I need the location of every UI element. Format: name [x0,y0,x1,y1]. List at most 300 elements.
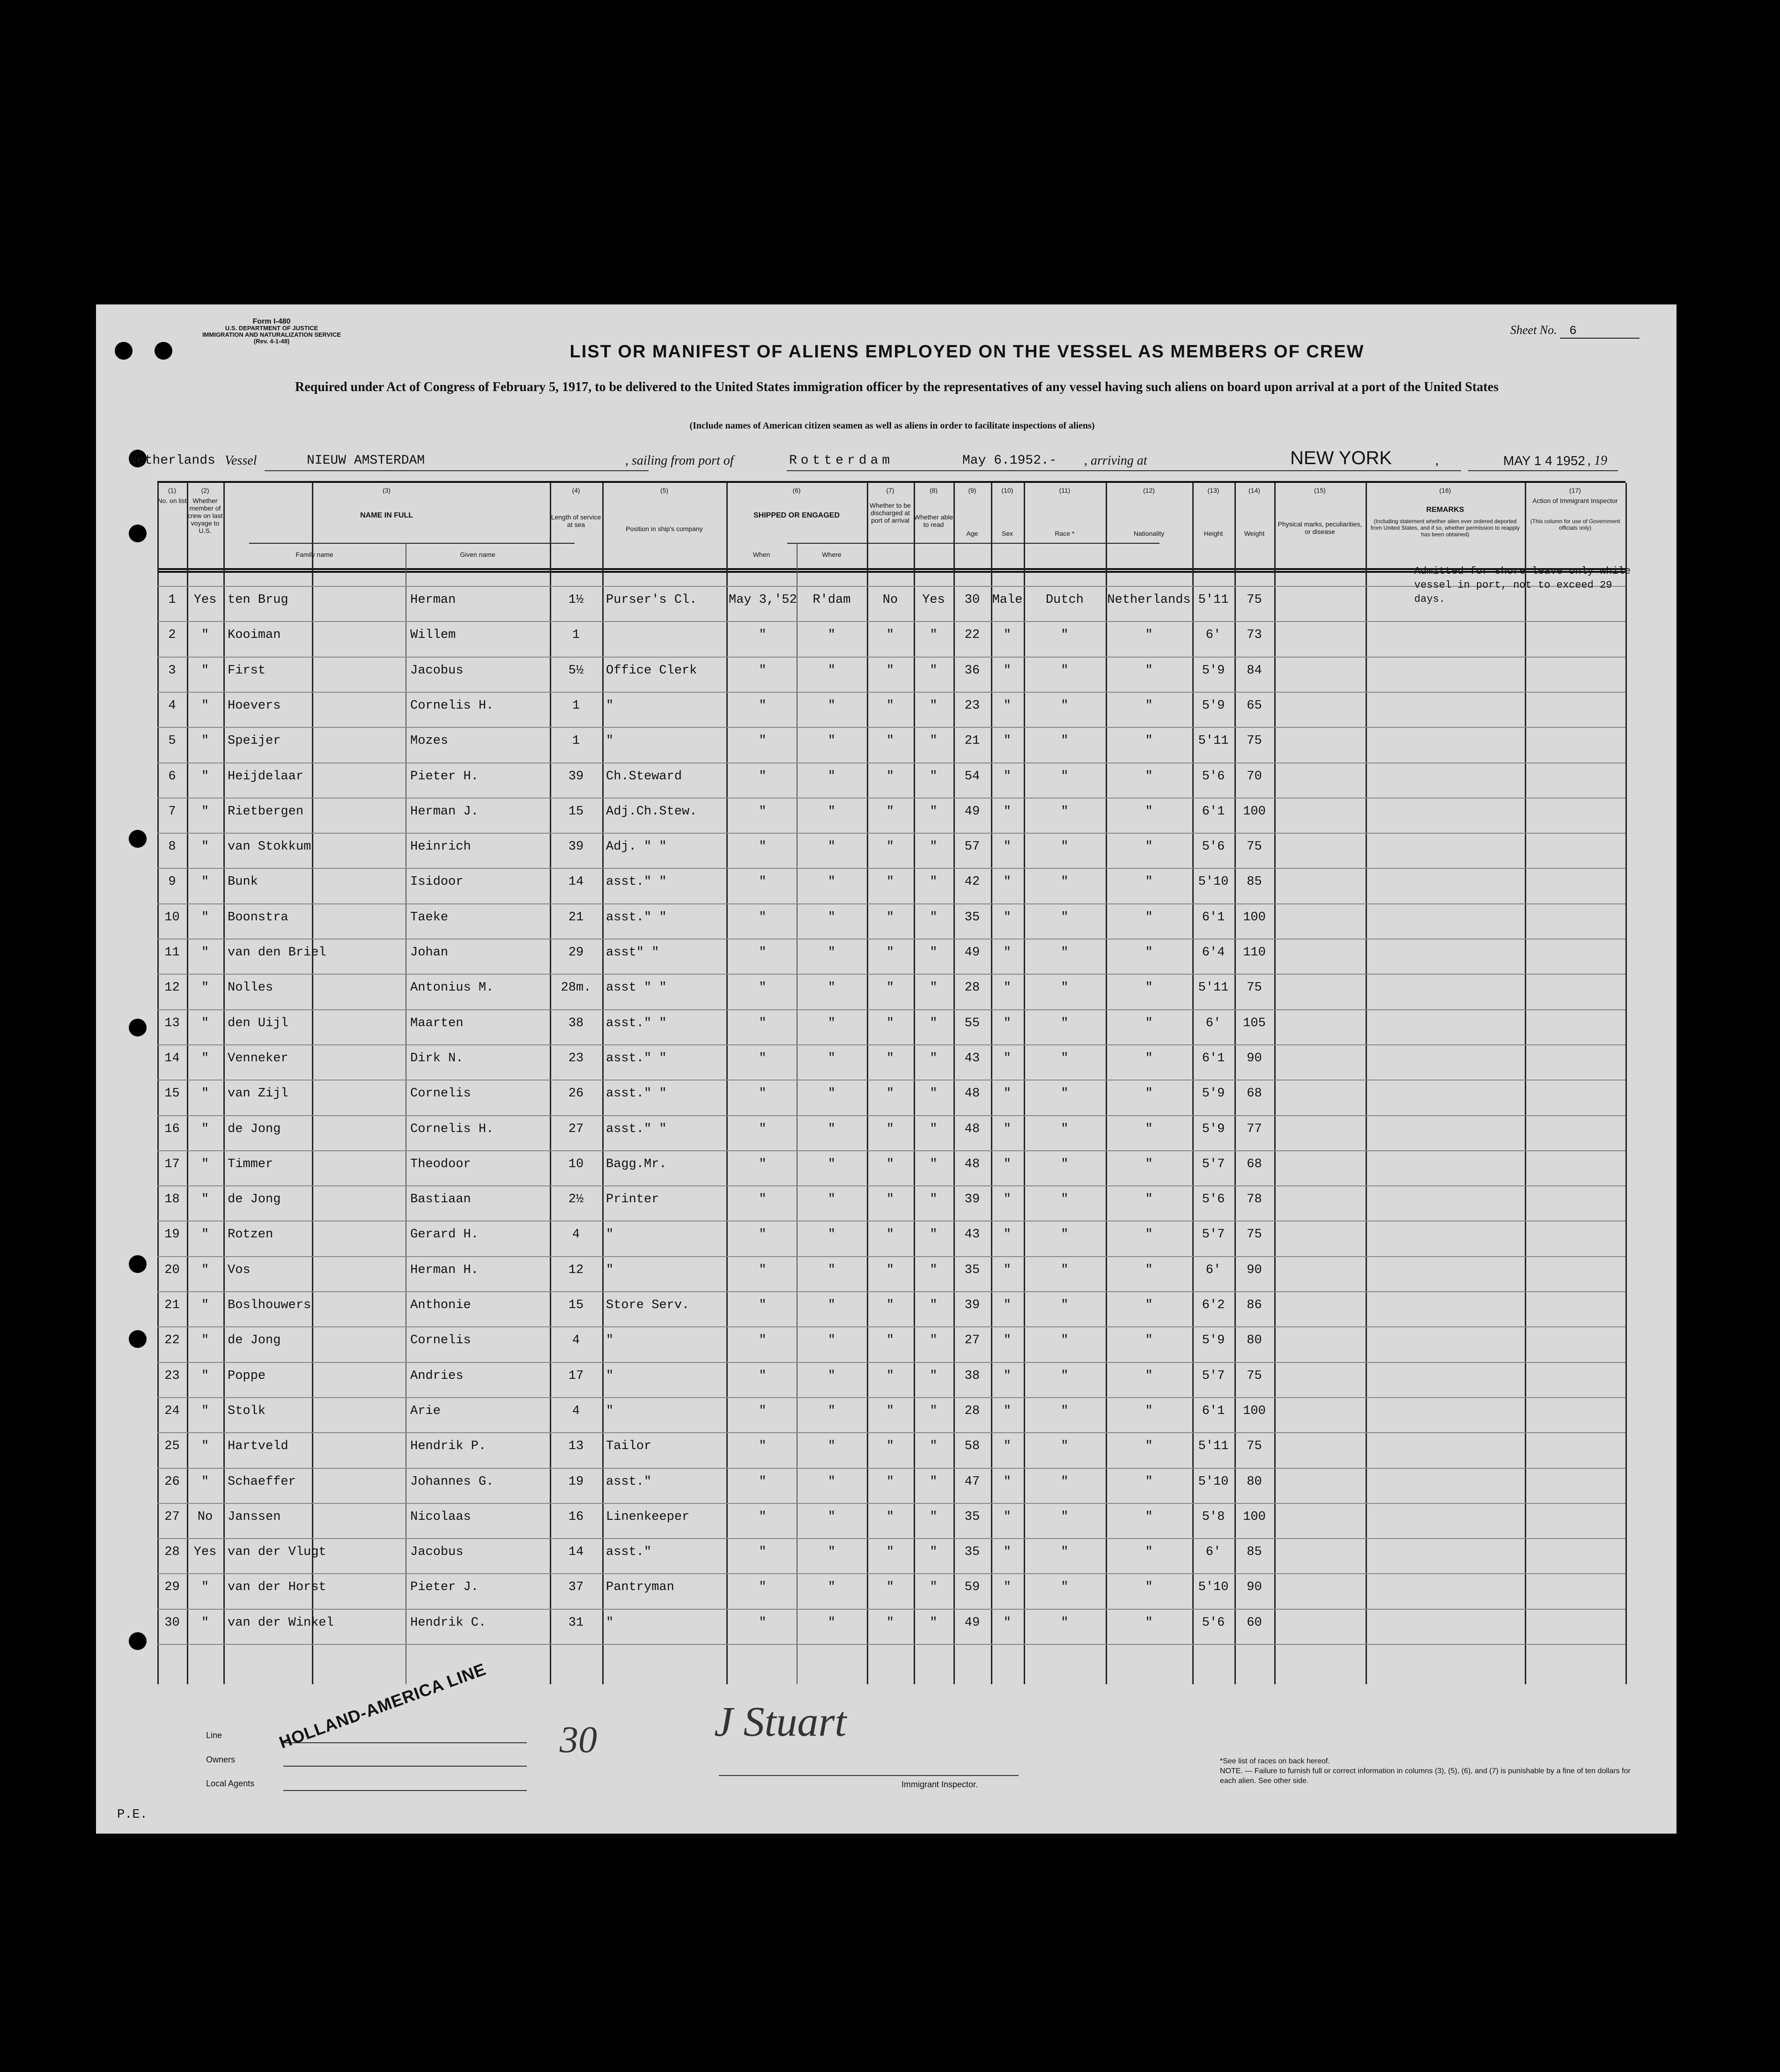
cell-no: 7 [168,804,176,819]
cell-height: 6'2 [1202,1298,1225,1312]
cell-age: 27 [964,1333,980,1348]
cell-no: 12 [164,981,180,995]
cell-race: " [1061,1087,1069,1101]
cell-read: " [930,1122,938,1136]
vessel-nationality: Netherlands [129,453,215,468]
legal-notice: Required under Act of Congress of February 5, 1917, to be delivered to the United States immigration officer by the representatives of any vessel having such aliens on board upon arrival at a port of the United States [295,380,1499,394]
manifest-page [96,304,1677,1834]
cell-given: Cornelis H. [410,1122,494,1136]
cell-age: 55 [964,1016,980,1030]
cell-no: 14 [164,1051,180,1066]
cell-where: " [827,1333,836,1348]
cell-no: 30 [164,1615,180,1630]
cell-where: " [827,1087,836,1101]
cell-family: Boslhouwers [228,1298,311,1312]
cell-height: 5'8 [1202,1510,1225,1524]
header-family-name: Family name [295,551,333,558]
cell-height: 6'1 [1202,804,1225,819]
cell-family: First [228,663,266,678]
cell-age: 57 [964,840,980,854]
cell-nat: " [1145,981,1153,995]
cell-nat: " [1145,840,1153,854]
cell-position: asst" " [606,946,659,960]
cell-crew: Yes [193,593,217,607]
cell-position: asst." " [606,1051,667,1066]
punch-hole [129,830,147,848]
cell-family: de Jong [228,1333,281,1348]
cell-given: Pieter J. [410,1580,479,1595]
cell-sex: " [1003,946,1012,960]
cell-given: Mozes [410,734,449,748]
footer-line-label: Line [206,1731,222,1740]
cell-nat: " [1145,1192,1153,1207]
header-when: When [753,551,770,558]
cell-sex: " [1003,628,1012,643]
cell-no: 20 [164,1263,180,1277]
cell-where: " [827,769,836,784]
cell-age: 38 [964,1369,980,1383]
cell-when: " [759,1580,767,1595]
cell-given: Dirk N. [410,1051,464,1066]
cell-where: " [827,1615,836,1630]
cell-sex: Male [992,593,1023,607]
cell-no: 4 [168,698,176,713]
cell-when: " [759,663,767,678]
cell-nat: " [1145,769,1153,784]
cell-nat: " [1145,1615,1153,1630]
header-weight: Weight [1244,530,1265,537]
cell-no: 3 [168,663,176,678]
header-where: Where [822,551,842,558]
cell-family: Poppe [228,1369,266,1383]
cell-service: 39 [568,769,584,784]
cell-race: " [1061,734,1069,748]
cell-height: 5'10 [1198,1474,1229,1489]
cell-race: " [1061,1404,1069,1418]
cell-when: " [759,698,767,713]
sailing-label: , sailing from port of [625,453,734,468]
cell-read: " [930,1404,938,1418]
cell-service: 23 [568,1051,584,1066]
cell-sex: " [1003,1404,1012,1418]
cell-nat: " [1145,1228,1153,1242]
cell-sex: " [1003,1369,1012,1383]
cell-crew: " [201,981,209,995]
cell-family: van der Winkel [228,1615,334,1630]
cell-age: 23 [964,698,980,713]
cell-age: 36 [964,663,980,678]
cell-no: 18 [164,1192,180,1207]
cell-nat: " [1145,1580,1153,1595]
cell-when: " [759,804,767,819]
cell-weight: 70 [1247,769,1262,784]
cell-where: " [827,1545,836,1560]
cell-sex: " [1003,1615,1012,1630]
cell-when: " [759,734,767,748]
cell-family: Janssen [228,1510,281,1524]
punch-hole [115,342,133,360]
remarks-text: Admitted for shore leave only while vessel in port, not to exceed 29 days. [1414,565,1631,605]
cell-no: 28 [164,1545,180,1560]
header-discharged: Whether to be discharged at port of arrival [870,502,911,524]
cell-age: 59 [964,1580,980,1595]
header-remarks: REMARKS [1426,506,1464,514]
cell-weight: 77 [1247,1122,1262,1136]
cell-race: " [1061,981,1069,995]
cell-crew: " [201,946,209,960]
cell-sex: " [1003,1192,1012,1207]
cell-read: " [930,875,938,889]
cell-service: 12 [568,1263,584,1277]
header-remarks-note: (Including statement whether alien ever ordered deported from United States, and if so, whether permission to reapply has been obtained) [1370,518,1520,538]
cell-disch: " [886,946,894,960]
cell-height: 5'10 [1198,1580,1229,1595]
cell-height: 5'7 [1202,1228,1225,1242]
cell-given: Theodoor [410,1157,471,1171]
cell-position: Tailor [606,1439,652,1454]
cell-read: " [930,698,938,713]
cell-age: 35 [964,910,980,925]
cell-no: 11 [164,946,180,960]
cell-read: " [930,628,938,643]
cell-service: 21 [568,910,584,925]
cell-when: " [759,1615,767,1630]
cell-disch: " [886,1298,894,1312]
header-given-name: Given name [460,551,495,558]
cell-disch: " [886,1439,894,1454]
cell-where: " [827,804,836,819]
cell-crew: " [201,1580,209,1595]
cell-where: " [827,628,836,643]
cell-height: 5'11 [1198,1439,1229,1454]
sheet-number: Sheet No. 6 [1510,323,1640,339]
cell-given: Antonius M. [410,981,494,995]
cell-given: Cornelis H. [410,698,494,713]
cell-service: 29 [568,946,584,960]
cell-nat: " [1145,1439,1153,1454]
header-position: Position in ship's company [626,525,703,533]
arriving-label: , arriving at [1084,453,1147,468]
cell-where: " [827,1192,836,1207]
cell-no: 29 [164,1580,180,1595]
cell-sex: " [1003,910,1012,925]
cell-service: 28m. [561,981,591,995]
cell-given: Cornelis [410,1333,471,1348]
cell-race: " [1061,1580,1069,1595]
cell-disch: " [886,663,894,678]
cell-nat: " [1145,1122,1153,1136]
cell-no: 22 [164,1333,180,1348]
cell-read: " [930,1298,938,1312]
cell-position: Store Serv. [606,1298,690,1312]
cell-crew: " [201,1474,209,1489]
cell-given: Maarten [410,1016,464,1030]
cell-age: 43 [964,1228,980,1242]
cell-family: van Stokkum [228,840,311,854]
cell-family: Venneker [228,1051,288,1066]
cell-height: 6' [1205,1545,1221,1560]
cell-where: " [827,1157,836,1171]
cell-sex: " [1003,1087,1012,1101]
cell-age: 30 [964,593,980,607]
cell-no: 15 [164,1087,180,1101]
arrival-port: NEW YORK [1290,448,1392,468]
punch-hole [129,1330,147,1348]
cell-age: 35 [964,1263,980,1277]
cell-sex: " [1003,1474,1012,1489]
punch-hole [129,1019,147,1036]
cell-sex: " [1003,804,1012,819]
cell-nat: " [1145,1051,1153,1066]
punch-hole [129,1632,147,1650]
cell-race: " [1061,1333,1069,1348]
company-stamp: HOLLAND-AMERICA LINE [276,1659,489,1753]
cell-position: asst." " [606,875,667,889]
cell-family: Stolk [228,1404,266,1418]
cell-sex: " [1003,1263,1012,1277]
cell-when: " [759,1404,767,1418]
cell-disch: " [886,698,894,713]
header-physical-marks: Physical marks, peculiarities, or disease [1278,520,1362,535]
cell-read: " [930,1051,938,1066]
cell-read: " [930,1545,938,1560]
cell-weight: 85 [1247,875,1262,889]
cell-given: Willem [410,628,456,643]
cell-given: Heinrich [410,840,471,854]
cell-race: " [1061,1122,1069,1136]
cell-position: " [606,1615,614,1630]
cell-disch: " [886,628,894,643]
cell-age: 22 [964,628,980,643]
cell-where: R'dam [812,593,851,607]
cell-disch: " [886,769,894,784]
cell-no: 6 [168,769,176,784]
cell-disch: " [886,1474,894,1489]
cell-crew: " [201,1439,209,1454]
cell-where: " [827,663,836,678]
cell-height: 5'6 [1202,1615,1225,1630]
cell-family: Speijer [228,734,281,748]
cell-position: " [606,1369,614,1383]
cell-disch: " [886,1157,894,1171]
cell-weight: 75 [1247,1369,1262,1383]
cell-where: " [827,1263,836,1277]
cell-nat: " [1145,875,1153,889]
cell-service: 1 [572,734,580,748]
cell-service: 31 [568,1615,584,1630]
cell-position: " [606,1228,614,1242]
cell-read: " [930,1087,938,1101]
cell-where: " [827,1298,836,1312]
cell-position: " [606,698,614,713]
cell-service: 4 [572,1404,580,1418]
cell-position: asst." " [606,910,667,925]
cell-age: 48 [964,1122,980,1136]
cell-read: " [930,981,938,995]
cell-sex: " [1003,1333,1012,1348]
cell-no: 17 [164,1157,180,1171]
cell-weight: 105 [1243,1016,1266,1030]
cell-when: " [759,875,767,889]
cell-no: 10 [164,910,180,925]
cell-when: " [759,1157,767,1171]
cell-service: 14 [568,875,584,889]
cell-position: asst." " [606,1122,667,1136]
cell-position: Ch.Steward [606,769,682,784]
cell-disch: " [886,1122,894,1136]
cell-crew: " [201,628,209,643]
cell-position: asst." [606,1545,652,1560]
cell-weight: 75 [1247,593,1262,607]
cell-weight: 78 [1247,1192,1262,1207]
cell-family: van der Vlugt [228,1545,326,1560]
cell-height: 5'6 [1202,840,1225,854]
cell-service: 4 [572,1333,580,1348]
cell-weight: 100 [1243,804,1266,819]
cell-read: " [930,769,938,784]
cell-age: 48 [964,1087,980,1101]
header-action-inspector: Action of Immigrant Inspector [1532,497,1618,504]
cell-position: " [606,1333,614,1348]
cell-given: Gerard H. [410,1228,479,1242]
cell-disch: " [886,1016,894,1030]
cell-read: " [930,1157,938,1171]
port-of-sailing: Rotterdam [789,453,894,468]
cell-family: de Jong [228,1192,281,1207]
cell-family: Nolles [228,981,273,995]
cell-where: " [827,910,836,925]
cell-crew: " [201,769,209,784]
cell-when: " [759,769,767,784]
crew-table: (1) No. on list (2) Whether member of crew on last voyage to U.S. (3) NAME IN FULL Family name Given name (4) Length of service at sea (5) Position in ship's company (6) SHIPPED OR ENGAGED When Where (7) Whether to be discharged at port of arrival (8) Whether able to read (9) Age (10) Sex (11) Race * (12) Nationality (13) Height (14) Weight (15) Physical marks, peculiarities, or disease (16) REMARKS (Including statement whether alien ever ordered deported from United States, and if so, whether permission to reapply has been obtained) (17) Action of Immigrant Inspector (This column for use of Government officials only) 1 Yes ten Brug Herman 1½ Purser's Cl. May 3,'52 R'dam No Yes 30 Male Dutch Netherlands 5'11 75 2 " Kooiman Willem 1 " " " " 22 " " " 6' 73 3 " First Jacobus 5½ Office Clerk " " " " 36 " " " 5'9 84 4 " Hoevers Cornelis H. 1 " " " " " 23 " " " 5'9 65 5 " Speijer Mozes 1 " " " " " 21 " " " 5'11 75 6 " Heijdelaar Pieter H. 39 Ch.Steward " " " " 54 " " " 5'6 70 7 " Rietbergen Herman J. 15 Adj.Ch.Stew. " " " " 49 " " " 6'1 100 8 " van Stokkum Heinrich 39 Adj. " " " " " " 57 " " " 5'6 75 9 " Bunk Isidoor 14 asst." " " " " " 42 " " " 5'10 85 10 " Boonstra Taeke 21 asst." " " " " " 35 " " " 6'1 100 11 " van den Briel Johan 29 asst" " " " " " 49 " " " 6'4 110 12 " Nolles Antonius M. 28m. asst " " " " " " 28 " " " 5'11 75 13 " den Uijl Maarten 38 asst." " " " " " 55 " " " 6' 105 14 " Venneker Dirk N. 23 asst." " " " " " 43 " " " 6'1 90 15 " van Zijl Cornelis 26 asst." " " " " " 48 " " " 5'9 68 16 " de Jong Cornelis H. 27 asst." " " " " " 48 " " " 5'9 77 17 " Timmer Theodoor 10 Bagg.Mr. " " " " 48 " " " 5'7 68 18 " de Jong Bastiaan 2½ Printer " " " " 39 " " " 5'6 78 19 " Rotzen Gerard H. 4 " " " " " 43 " " " 5'7 75 20 " Vos Herman H. 12 " " " " " 35 " " " 6' 90 21 " Boslhouwers Anthonie 15 Store Serv. " " " " 39 " " " 6'2 86 22 " de Jong Cornelis 4 " " " " " 27 " " " 5'9 80 23 " Poppe Andries 17 " " " " " 38 " " " 5'7 75 24 " Stolk Arie 4 " " " " " 28 " " " 6'1 100 25 " Hartveld Hendrik P. 13 Tailor " " " " 58 " " " 5'11 75 26 " Schaeffer Johannes G. 19 asst." " " " " 47 " " " 5'10 80 27 No Janssen Nicolaas 16 Linenkeeper " " " " 35 " " " 5'8 100 28 Yes van der Vlugt Jacobus 14 asst." " " " " 35 " " " 6' 85 29 " van der Horst Pieter J. 37 Pantryman " " " " 59 " " " 5'10 90 30 " van der Winkel Hendrik C. 31 " " " " " 49 " " " 5'6 60 [157,481,1625,1684]
cell-service: 26 [568,1087,584,1101]
cell-crew: " [201,1051,209,1066]
cell-no: 26 [164,1474,180,1489]
cell-race: " [1061,698,1069,713]
cell-disch: " [886,1545,894,1560]
cell-position: Office Clerk [606,663,697,678]
cell-given: Bastiaan [410,1192,471,1207]
cell-age: 39 [964,1298,980,1312]
cell-read: " [930,1369,938,1383]
cell-read: " [930,1615,938,1630]
cell-family: Hoevers [228,698,281,713]
cell-disch: " [886,1051,894,1066]
cell-given: Johan [410,946,449,960]
cell-family: Boonstra [228,910,288,925]
header-length-of-service: Length of service at sea [551,513,601,528]
cell-where: " [827,1228,836,1242]
comma: , [1435,453,1439,468]
cell-weight: 75 [1247,1228,1262,1242]
cell-nat: " [1145,663,1153,678]
cell-sex: " [1003,1439,1012,1454]
cell-nat: " [1145,946,1153,960]
cell-height: 5'9 [1202,1333,1225,1348]
cell-where: " [827,1369,836,1383]
cell-weight: 84 [1247,663,1262,678]
cell-when: " [759,1016,767,1030]
cell-given: Isidoor [410,875,464,889]
cell-race: " [1061,1157,1069,1171]
cell-age: 54 [964,769,980,784]
cell-nat: " [1145,1263,1153,1277]
cell-race: " [1061,1615,1069,1630]
cell-crew: " [201,1404,209,1418]
cell-position: Adj. " " [606,840,667,854]
cell-position: " [606,734,614,748]
cell-crew: " [201,1122,209,1136]
cell-height: 6'4 [1202,946,1225,960]
cell-disch: " [886,1333,894,1348]
year-label: , 19 [1588,453,1607,468]
cell-given: Anthonie [410,1298,471,1312]
cell-when: " [759,1192,767,1207]
cell-disch: " [886,1510,894,1524]
cell-read: " [930,1439,938,1454]
cell-crew: " [201,1016,209,1030]
cell-no: 13 [164,1016,180,1030]
cell-service: 1 [572,698,580,713]
cell-nat: " [1145,1157,1153,1171]
cell-sex: " [1003,1545,1012,1560]
cell-service: 17 [568,1369,584,1383]
cell-height: 5'11 [1198,734,1229,748]
cell-when: " [759,1298,767,1312]
cell-nat: " [1145,1087,1153,1101]
cell-family: Kooiman [228,628,281,643]
cell-sex: " [1003,1298,1012,1312]
cell-no: 24 [164,1404,180,1418]
header-height: Height [1204,530,1223,537]
sailing-date: May 6.1952.- [962,453,1057,468]
cell-height: 6'1 [1202,1404,1225,1418]
cell-given: Nicolaas [410,1510,471,1524]
cell-crew: " [201,1615,209,1630]
header-crew-last-voyage: Whether member of crew on last voyage to U.S. [187,497,223,534]
cell-read: " [930,1474,938,1489]
cell-when: " [759,1263,767,1277]
cell-disch: " [886,1192,894,1207]
cell-service: 15 [568,804,584,819]
cell-race: " [1061,1051,1069,1066]
cell-read: " [930,804,938,819]
cell-service: 1 [572,628,580,643]
cell-disch: " [886,734,894,748]
cell-position: " [606,1404,614,1418]
cell-crew: " [201,910,209,925]
cell-read: " [930,1333,938,1348]
cell-family: Vos [228,1263,251,1277]
cell-crew: " [201,1298,209,1312]
cell-disch: " [886,1404,894,1418]
header-sex: Sex [1001,530,1013,537]
cell-crew: " [201,875,209,889]
cell-where: " [827,946,836,960]
cell-weight: 80 [1247,1474,1262,1489]
cell-when: " [759,1545,767,1560]
cell-where: " [827,1474,836,1489]
cell-family: de Jong [228,1122,281,1136]
cell-height: 6' [1205,1016,1221,1030]
cell-service: 10 [568,1157,584,1171]
cell-given: Jacobus [410,1545,464,1560]
cell-race: " [1061,840,1069,854]
cell-given: Pieter H. [410,769,479,784]
cell-crew: " [201,734,209,748]
cell-race: " [1061,804,1069,819]
cell-family: Bunk [228,875,258,889]
